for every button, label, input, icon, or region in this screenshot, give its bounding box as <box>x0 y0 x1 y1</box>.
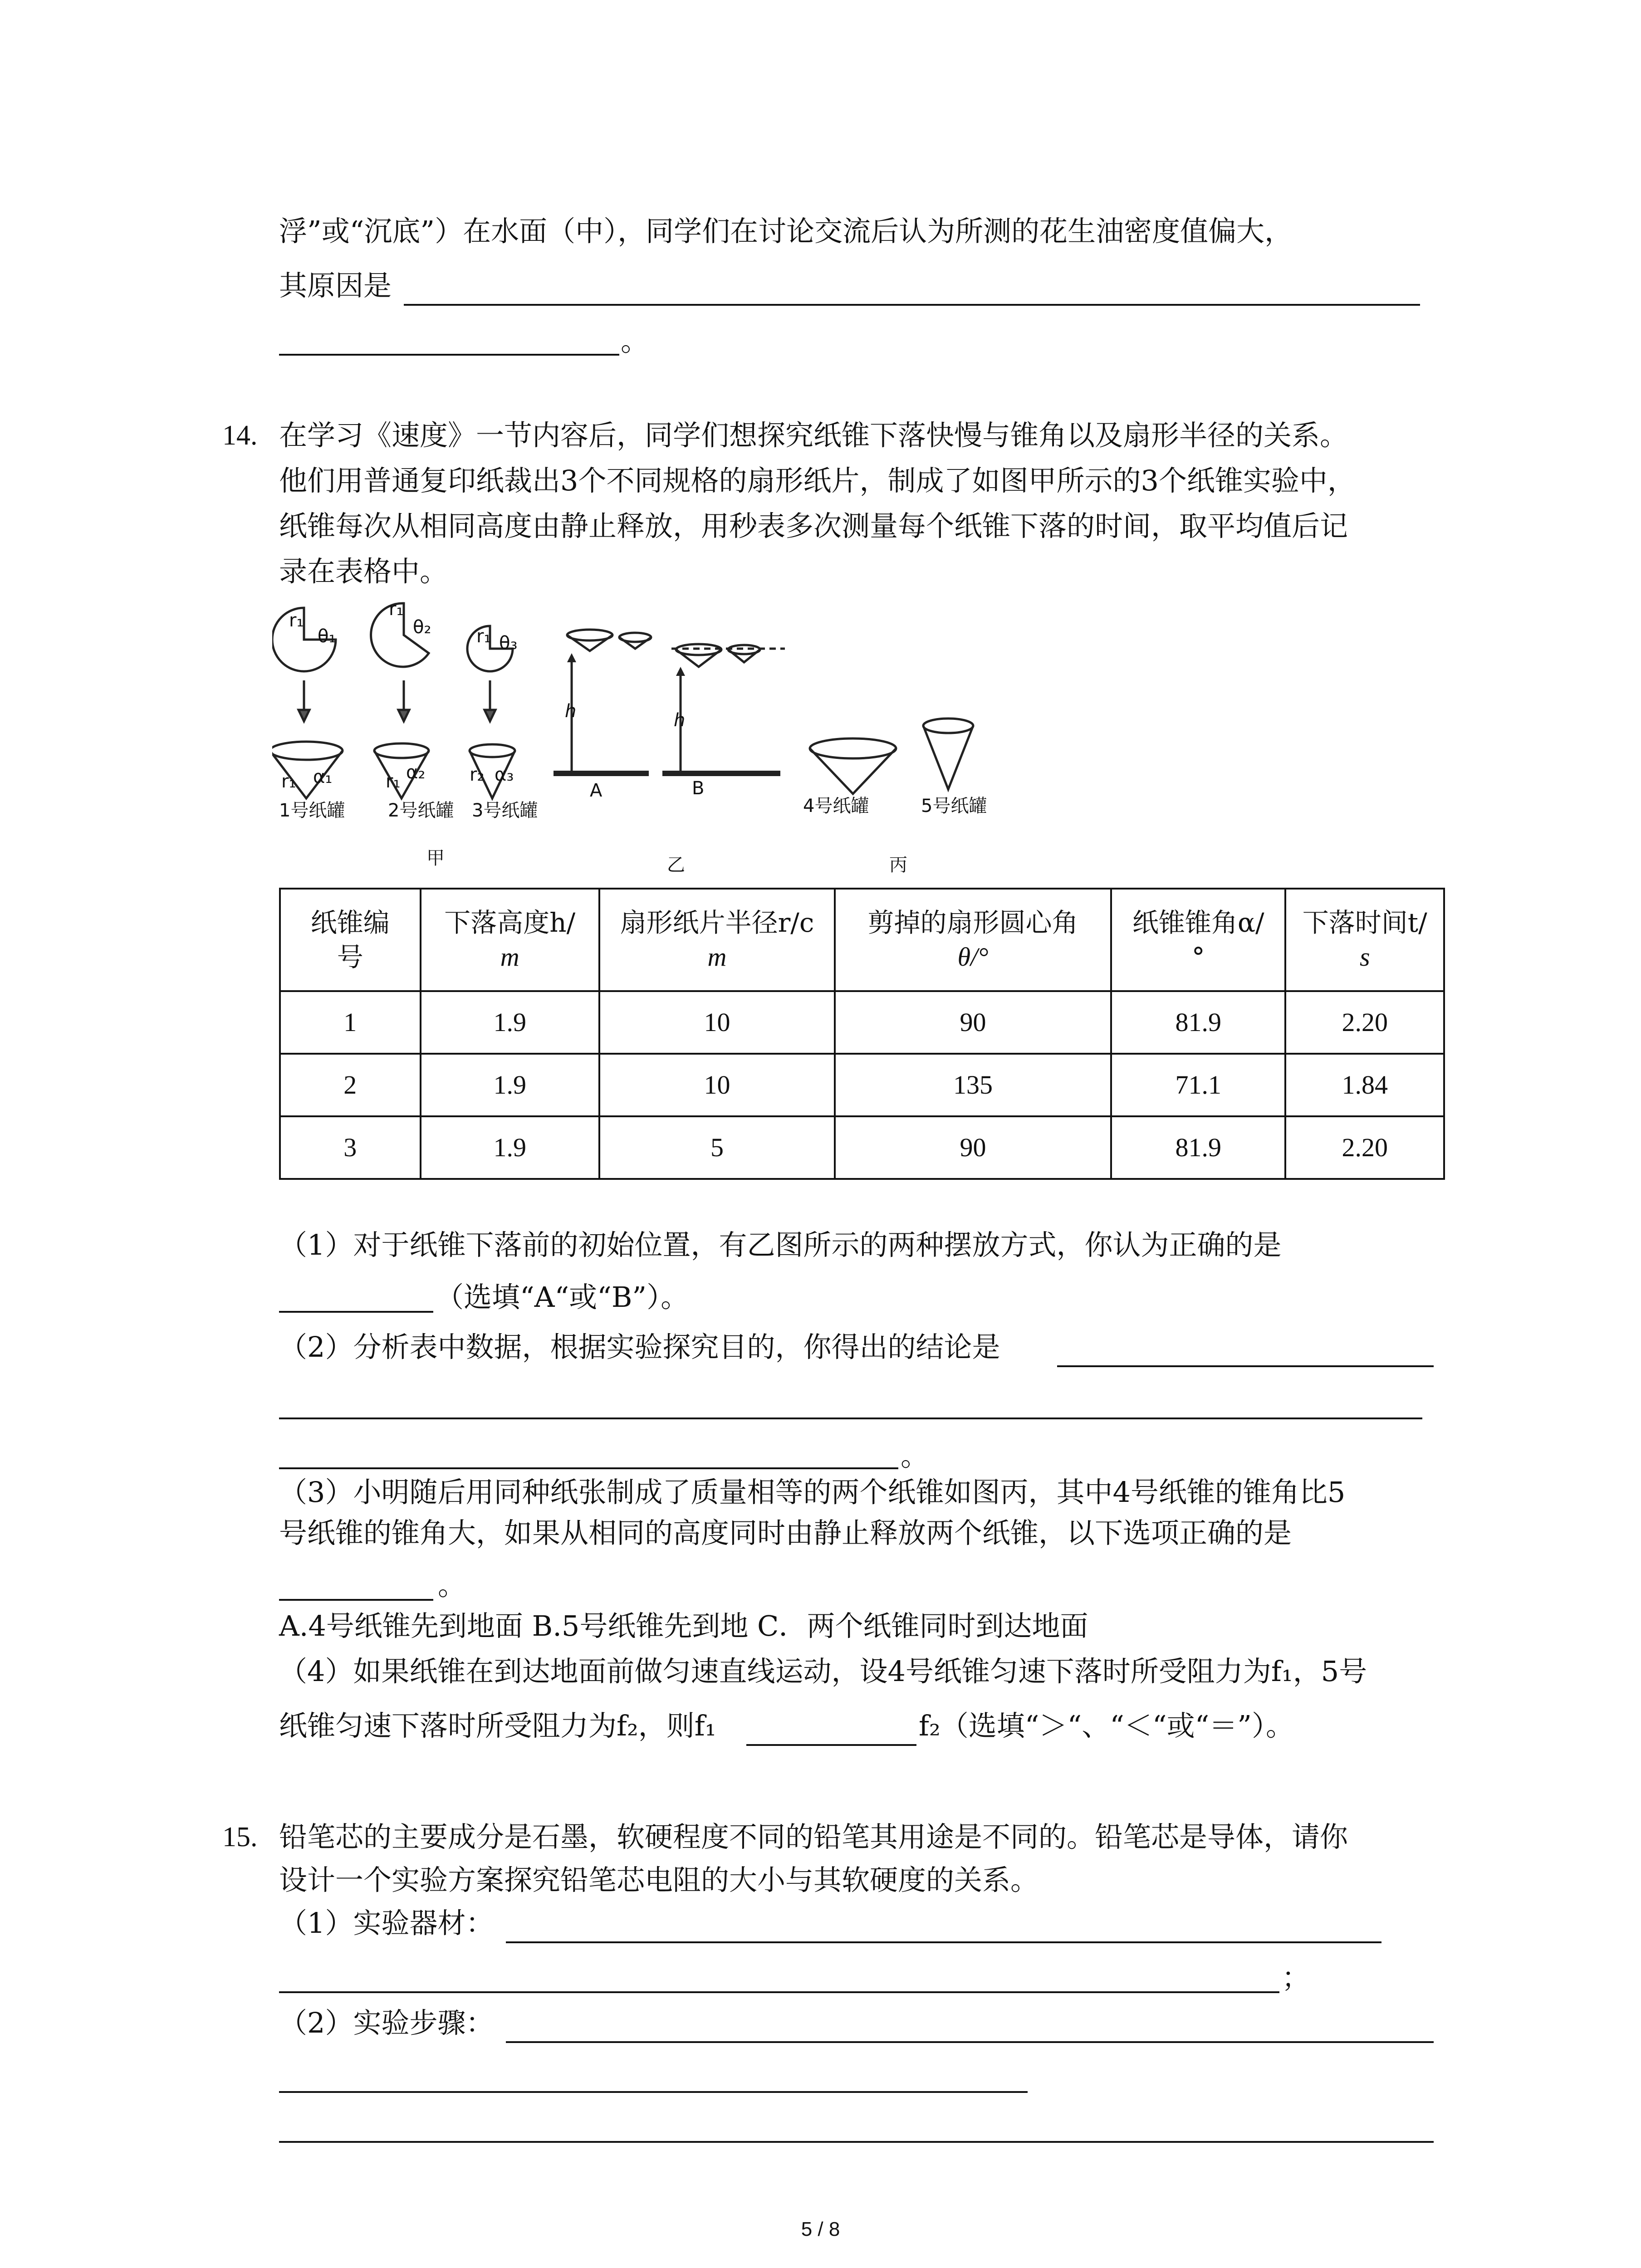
q14-p3-end: 。 <box>438 1569 466 1602</box>
continuation-line-2: 其原因是 <box>279 269 392 302</box>
q14-p3-line1: （3）小明随后用同种纸张制成了质量相等的两个纸锥如图丙，其中4号纸锥的锥角比5 <box>279 1476 1346 1509</box>
answer-blank-q15-p2[interactable] <box>279 2141 1434 2143</box>
q14-line-1: 在学习《速度》一节内容后，同学们想探究纸锥下落快慢与锥角以及扇形半径的关系。 <box>279 419 1348 452</box>
data-table <box>279 888 1445 1180</box>
label-r1: r₁ <box>289 610 304 631</box>
answer-blank[interactable] <box>404 304 1420 306</box>
table-cell: 2.20 <box>1285 1116 1444 1179</box>
table-cell: 81.9 <box>1111 991 1285 1054</box>
q15-number: 15. <box>222 1822 258 1853</box>
answer-blank[interactable] <box>279 354 619 356</box>
q14-p1-line1: （1）对于纸锥下落前的初始位置，有乙图所示的两种摆放方式，你认为正确的是 <box>279 1228 1282 1261</box>
q15-p1-end: ； <box>1282 1961 1310 1994</box>
table-cell: 10 <box>599 991 835 1054</box>
label-r1: r₁ <box>389 599 404 620</box>
q15-line-2: 设计一个实验方案探究铅笔芯电阻的大小与其软硬度的关系。 <box>279 1863 1039 1897</box>
header-cell: 下落时间t/ s <box>1285 889 1444 991</box>
setup-b-label: B <box>692 778 705 799</box>
label-theta3: θ₃ <box>499 633 518 654</box>
answer-blank-q15-p1[interactable] <box>279 1991 1279 1993</box>
cone-label-2: 2号纸罐 <box>388 800 454 821</box>
table-cell: 1.9 <box>421 1116 599 1179</box>
cone-alpha: α₂ <box>406 762 426 783</box>
table-cell: 3 <box>280 1116 421 1179</box>
cone-r: r₂ <box>470 764 485 785</box>
table-cell: 1.9 <box>421 1054 599 1116</box>
table-cell: 90 <box>835 991 1111 1054</box>
header-cell: 纸锥编 号 <box>280 889 421 991</box>
answer-blank-p1[interactable] <box>279 1311 433 1313</box>
table-cell: 5 <box>599 1116 835 1179</box>
answer-blank-p2[interactable] <box>1057 1365 1434 1367</box>
cone-alpha: α₃ <box>495 764 514 785</box>
answer-blank-q15-p1[interactable] <box>506 1941 1381 1943</box>
q15-line-1: 铅笔芯的主要成分是石墨，软硬程度不同的铅笔其用途是不同的。铅笔芯是导体，请你 <box>279 1820 1348 1853</box>
q14-p3-line2: 号纸锥的锥角大，如果从相同的高度同时由静止释放两个纸锥，以下选项正确的是 <box>279 1516 1292 1549</box>
header-cell: 扇形纸片半径r/c m <box>599 889 835 991</box>
label-theta2: θ₂ <box>413 617 431 638</box>
cone-label-3: 3号纸罐 <box>472 800 538 821</box>
caption-yi: 乙 <box>667 855 685 875</box>
label-r1: r₁ <box>476 626 491 647</box>
answer-blank-q15-p2[interactable] <box>506 2041 1434 2043</box>
q14-line-2: 他们用普通复印纸裁出3个不同规格的扇形纸片，制成了如图甲所示的3个纸锥实验中， <box>279 464 1356 497</box>
page-number: 5 / 8 <box>801 2218 840 2240</box>
setup-a-label: A <box>590 780 603 801</box>
q14-p4-line1: （4）如果纸锥在到达地面前做匀速直线运动，设4号纸锥匀速下落时所受阻力为f₁，5号 <box>279 1655 1367 1688</box>
q14-line-3: 纸锥每次从相同高度由静止释放，用秒表多次测量每个纸锥下落的时间，取平均值后记 <box>279 509 1348 543</box>
cone-label-1: 1号纸罐 <box>279 800 345 821</box>
q14-p4-line2b: f₂（选填“＞“、“＜“或“＝”）。 <box>919 1709 1294 1742</box>
table-row <box>280 991 1444 1054</box>
table-cell: 90 <box>835 1116 1111 1179</box>
answer-blank-p2[interactable] <box>279 1467 898 1469</box>
continuation-line-1: 浮”或“沉底”）在水面（中），同学们在讨论交流后认为所测的花生油密度值偏大， <box>279 215 1293 248</box>
table-row <box>280 1116 1444 1179</box>
table-cell: 10 <box>599 1054 835 1116</box>
header-cell: 下落高度h/ m <box>421 889 599 991</box>
cone-alpha: α₁ <box>313 767 333 787</box>
answer-blank-q15-p2[interactable] <box>279 2091 1028 2093</box>
cone-r: r₁ <box>281 771 296 792</box>
q14-line-4: 录在表格中。 <box>279 555 448 588</box>
experiment-figure <box>272 599 1021 835</box>
q14-p3-options: A.4号纸锥先到地面 B.5号纸锥先到地 C．两个纸锥同时到达地面 <box>279 1609 1088 1642</box>
table-header-row <box>280 889 1444 991</box>
answer-blank-p4[interactable] <box>746 1744 916 1746</box>
header-cell: 剪掉的扇形圆心角 θ/° <box>835 889 1111 991</box>
header-cell: 纸锥锥角α/ ° <box>1111 889 1285 991</box>
cone-label-5: 5号纸罐 <box>921 796 987 816</box>
continuation-end: 。 <box>621 324 649 357</box>
height-label-b: h <box>674 710 686 731</box>
height-label-a: h <box>565 701 577 722</box>
table-cell: 1.9 <box>421 991 599 1054</box>
q14-number: 14. <box>222 420 258 451</box>
caption-bing: 丙 <box>889 855 907 875</box>
cone-r: r₁ <box>386 771 401 792</box>
table-cell: 71.1 <box>1111 1054 1285 1116</box>
caption-jia: 甲 <box>426 848 445 869</box>
table-cell: 1 <box>280 991 421 1054</box>
table-cell: 81.9 <box>1111 1116 1285 1179</box>
q15-p1: （1）实验器材： <box>279 1906 494 1940</box>
q14-p2-line1: （2）分析表中数据，根据实验探究目的，你得出的结论是 <box>279 1330 1000 1364</box>
q15-p2: （2）实验步骤： <box>279 2006 494 2039</box>
table-cell: 1.84 <box>1285 1054 1444 1116</box>
table-cell: 135 <box>835 1054 1111 1116</box>
table-cell: 2 <box>280 1054 421 1116</box>
q14-p1-line2: （选填“A“或“B”）。 <box>436 1281 689 1314</box>
table-row <box>280 1054 1444 1116</box>
answer-blank-p2[interactable] <box>279 1418 1422 1419</box>
table-cell: 2.20 <box>1285 991 1444 1054</box>
label-theta1: θ₁ <box>318 626 336 647</box>
q14-p4-line2a: 纸锥匀速下落时所受阻力为f₂，则f₁ <box>279 1709 716 1742</box>
cone-label-4: 4号纸罐 <box>803 796 869 816</box>
answer-blank-p3[interactable] <box>279 1599 433 1601</box>
q14-p2-end: 。 <box>901 1439 929 1472</box>
